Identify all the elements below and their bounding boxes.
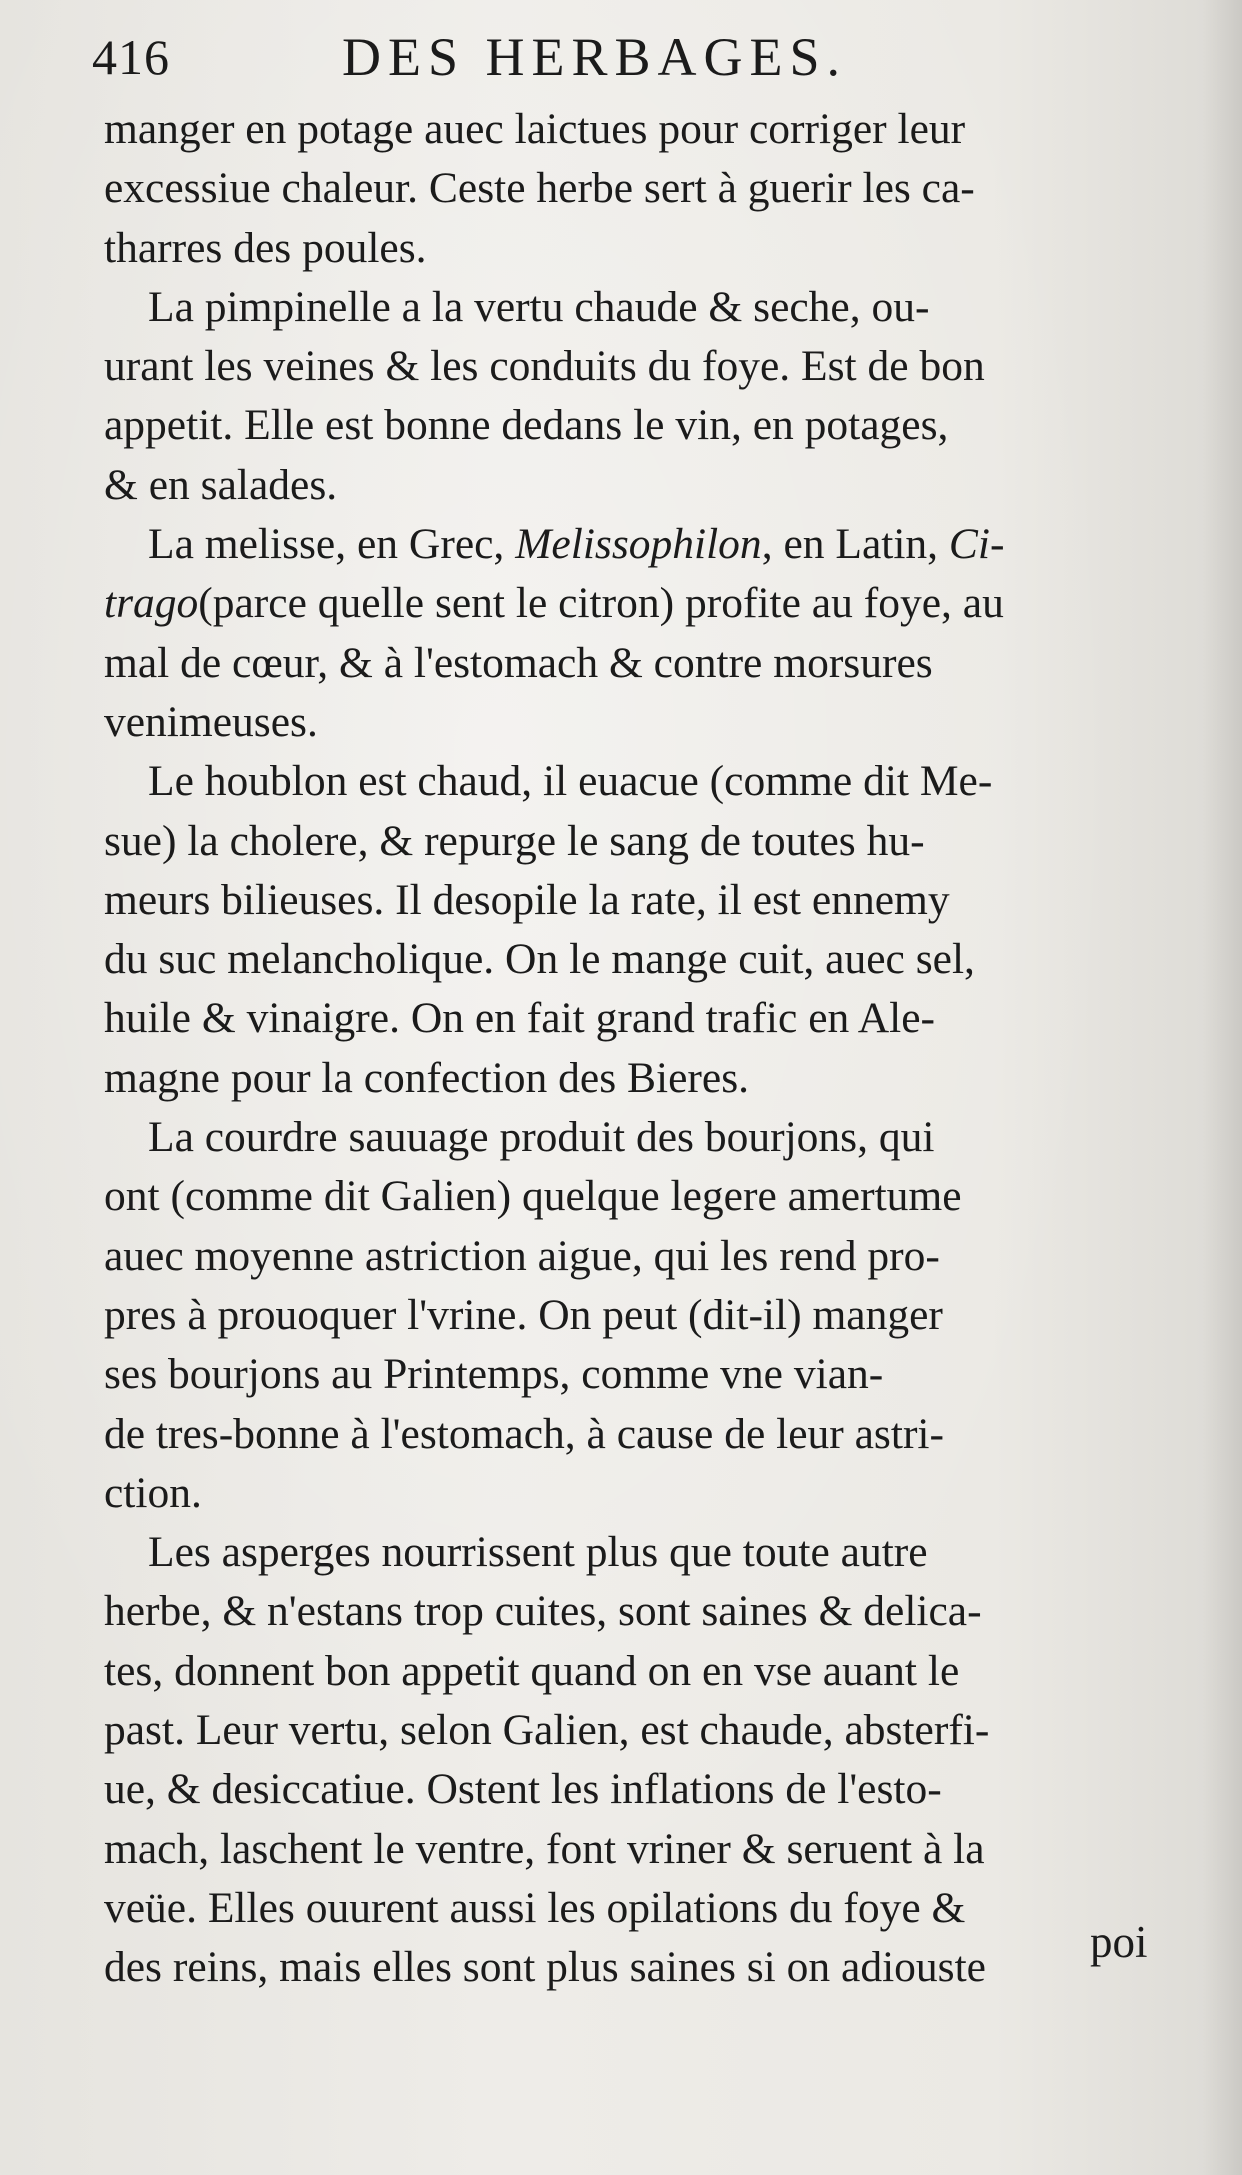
text-line: manger en potage auec laictues pour corriger leur	[104, 105, 966, 153]
text-line: ses bourjons au Printemps, comme vne vian-	[104, 1350, 884, 1399]
text-line: ction.	[104, 1468, 202, 1517]
latin-term: Ci-	[948, 520, 1005, 569]
text-line: ue, & desiccatiue. Ostent les inflations de l'esto-	[104, 1765, 942, 1814]
text-line: tes, donnent bon appetit quand on en vse auant le	[104, 1646, 960, 1695]
running-head: DES HERBAGES.	[342, 27, 848, 87]
text-line: Les asperges nourrissent plus que toute autre	[148, 1528, 928, 1577]
text-line	[104, 574, 1144, 633]
text-line: La pimpinelle a la vertu chaude & seche, ou-	[148, 282, 930, 331]
page-number: 416	[92, 29, 170, 85]
body-text	[104, 100, 1144, 1998]
text-line: magne pour la confection des Bieres.	[104, 1053, 750, 1102]
text-line: & en salades.	[104, 460, 338, 509]
text-line: appetit. Elle est bonne dedans le vin, en potages,	[104, 401, 949, 450]
text-line: La courdre sauuage produit des bourjons, qui	[148, 1113, 935, 1162]
text-run: , en Latin,	[761, 520, 939, 569]
text-run: (parce quelle sent le citron) profite au foye, au	[198, 579, 1004, 628]
text-line: des reins, mais elles sont plus saines si on adiouste	[104, 1943, 986, 1992]
page-header	[92, 22, 1152, 92]
text-line: venimeuses.	[104, 697, 318, 746]
text-line: mal de cœur, & à l'estomach & contre morsures	[104, 638, 933, 687]
text-line: huile & vinaigre. On en fait grand trafic en Ale-	[104, 994, 936, 1043]
text-line: mach, laschent le ventre, font vriner & seruent à la	[104, 1824, 985, 1873]
text-line: past. Leur vertu, selon Galien, est chaude, absterfi-	[104, 1706, 990, 1755]
catchword: poi	[1090, 1917, 1148, 1967]
text-line: tharres des poules.	[104, 223, 427, 272]
text-line: Le houblon est chaud, il euacue (comme dit Me-	[148, 757, 993, 806]
text-line: meurs bilieuses. Il desopile la rate, il est ennemy	[104, 875, 950, 924]
text-line: ont (comme dit Galien) quelque legere amertume	[104, 1172, 962, 1221]
text-line: du suc melancholique. On le mange cuit, auec sel,	[104, 935, 975, 984]
text-line	[104, 515, 1144, 574]
text-line: veüe. Elles ouurent aussi les opilations du foye &	[104, 1883, 966, 1932]
text-line: excessiue chaleur. Ceste herbe sert à guerir les ca-	[104, 164, 975, 213]
text-line: urant les veines & les conduits du foye. Est de bon	[104, 342, 985, 391]
text-line: auec moyenne astriction aigue, qui les rend pro-	[104, 1231, 940, 1280]
text-line: sue) la cholere, & repurge le sang de toutes hu-	[104, 816, 925, 865]
latin-term: trago	[104, 579, 199, 628]
text-line: herbe, & n'estans trop cuites, sont saines & delica-	[104, 1587, 982, 1636]
text-line: de tres-bonne à l'estomach, à cause de leur astri-	[104, 1409, 945, 1458]
text-run: La melisse, en Grec,	[148, 520, 505, 569]
greek-term: Melissophilon	[515, 520, 762, 569]
text-line: pres à prouoquer l'vrine. On peut (dit-il) manger	[104, 1290, 943, 1339]
page-edge-shadow	[1202, 0, 1242, 2175]
